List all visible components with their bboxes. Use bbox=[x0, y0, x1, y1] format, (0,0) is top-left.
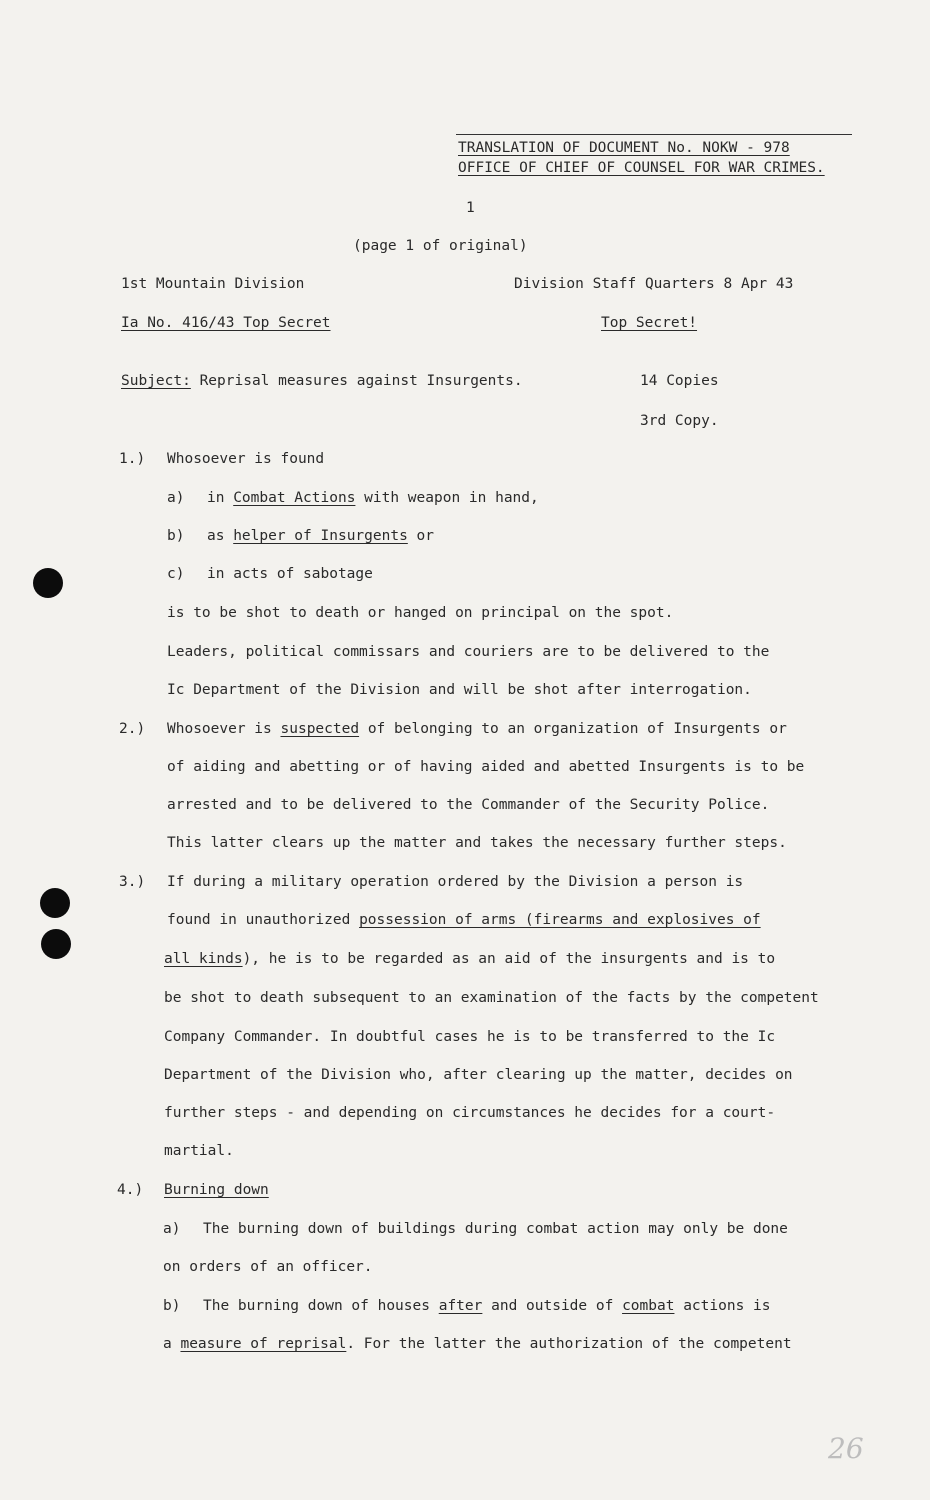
para4-item-a-line-2: on orders of an officer. bbox=[163, 1259, 373, 1275]
unit-name: 1st Mountain Division bbox=[121, 276, 305, 292]
para1-intro: Whosoever is found bbox=[167, 451, 325, 467]
para1-item-b bbox=[207, 528, 434, 544]
para4-item-b2-post: . For the latter the authorization of the competent bbox=[346, 1336, 792, 1352]
page-number: 1 bbox=[466, 200, 475, 216]
para3-line-3-post: ), he is to be regarded as an aid of the insurgents and is to bbox=[242, 951, 776, 967]
para3-line-6: Department of the Division who, after clearing up the matter, decides on bbox=[164, 1067, 793, 1083]
para3-line-2-pre: found in unauthorized bbox=[167, 912, 351, 928]
para4-number: 4.) bbox=[117, 1182, 144, 1198]
para3-line-8: martial. bbox=[164, 1143, 234, 1159]
classification: Top Secret! bbox=[601, 315, 698, 331]
para3-line-2 bbox=[167, 912, 761, 928]
para4-item-b2-underlined: measure of reprisal bbox=[180, 1336, 347, 1352]
para2-line-4: This latter clears up the matter and takes the necessary further steps. bbox=[167, 835, 787, 851]
copy-number: 3rd Copy. bbox=[640, 413, 719, 429]
para2-line-1-pre: Whosoever is bbox=[167, 721, 272, 737]
para3-line-4: be shot to death subsequent to an examination of the facts by the competent bbox=[164, 990, 819, 1006]
para1-item-a-label: a) bbox=[167, 490, 185, 506]
para1-line-1: is to be shot to death or hanged on principal on the spot. bbox=[167, 605, 674, 621]
para1-line-3: Ic Department of the Division and will be shot after interrogation. bbox=[167, 682, 752, 698]
para1-item-a-pre: in bbox=[207, 490, 225, 506]
page-of-original: (page 1 of original) bbox=[353, 238, 528, 254]
para4-item-b-post: actions is bbox=[683, 1298, 771, 1314]
para2-line-3: arrested and to be delivered to the Commander of the Security Police. bbox=[167, 797, 770, 813]
handwritten-page-mark: 26 bbox=[828, 1432, 864, 1465]
para1-item-a bbox=[207, 490, 539, 506]
para3-line-3-underlined: all kinds bbox=[164, 951, 243, 967]
para4-item-b-pre: The burning down of houses bbox=[203, 1298, 430, 1314]
header-rule bbox=[456, 134, 852, 135]
para4-item-a-label: a) bbox=[163, 1221, 181, 1237]
para4-item-b-mid: and outside of bbox=[491, 1298, 614, 1314]
header-line-1: TRANSLATION OF DOCUMENT No. NOKW - 978 bbox=[458, 140, 790, 156]
para4-item-b-label: b) bbox=[163, 1298, 181, 1314]
para4-item-a-line-1: The burning down of buildings during combat action may only be done bbox=[203, 1221, 788, 1237]
para1-item-a-underlined: Combat Actions bbox=[233, 490, 356, 506]
reference-number: Ia No. 416/43 Top Secret bbox=[121, 315, 331, 331]
para1-item-b-post: or bbox=[416, 528, 435, 544]
para4-item-b-underlined-1: after bbox=[438, 1298, 483, 1314]
para1-item-b-pre: as bbox=[207, 528, 225, 544]
para2-line-1-underlined: suspected bbox=[280, 721, 360, 737]
para4-item-b-line-2 bbox=[163, 1336, 792, 1352]
subject-text: Reprisal measures against Insurgents. bbox=[199, 373, 523, 389]
para1-item-c: in acts of sabotage bbox=[207, 566, 373, 582]
para1-item-c-label: c) bbox=[167, 566, 185, 582]
para1-item-a-post: with weapon in hand, bbox=[364, 490, 539, 506]
para2-line-1 bbox=[167, 721, 787, 737]
para4-item-b2-pre: a bbox=[163, 1336, 172, 1352]
subject-label: Subject: bbox=[121, 373, 191, 389]
subject-line bbox=[121, 373, 523, 389]
para3-line-1: If during a military operation ordered by the Division a person is bbox=[167, 874, 744, 890]
para2-number: 2.) bbox=[119, 721, 146, 737]
para3-line-5: Company Commander. In doubtful cases he is to be transferred to the Ic bbox=[164, 1029, 776, 1045]
para1-line-2: Leaders, political commissars and couriers are to be delivered to the bbox=[167, 644, 770, 660]
para2-line-1-post: of belonging to an organization of Insurgents or bbox=[367, 721, 787, 737]
location-date: Division Staff Quarters 8 Apr 43 bbox=[514, 276, 794, 292]
para2-line-2: of aiding and abetting or of having aided and abetted Insurgents is to be bbox=[167, 759, 805, 775]
header-line-2: OFFICE OF CHIEF OF COUNSEL FOR WAR CRIMES. bbox=[458, 160, 825, 176]
para3-line-2-underlined: possession of arms (firearms and explosives of bbox=[359, 912, 761, 928]
punch-hole bbox=[41, 929, 71, 959]
para3-number: 3.) bbox=[119, 874, 146, 890]
para4-item-b-underlined-2: combat bbox=[622, 1298, 675, 1314]
para4-heading: Burning down bbox=[164, 1182, 269, 1198]
para1-item-b-label: b) bbox=[167, 528, 185, 544]
para1-item-b-underlined: helper of Insurgents bbox=[233, 528, 408, 544]
punch-hole bbox=[40, 888, 70, 918]
para4-item-b-line-1 bbox=[203, 1298, 771, 1314]
copies-count: 14 Copies bbox=[640, 373, 719, 389]
para1-number: 1.) bbox=[119, 451, 146, 467]
para3-line-7: further steps - and depending on circumstances he decides for a court- bbox=[164, 1105, 776, 1121]
punch-hole bbox=[33, 568, 63, 598]
para3-line-3 bbox=[164, 951, 775, 967]
